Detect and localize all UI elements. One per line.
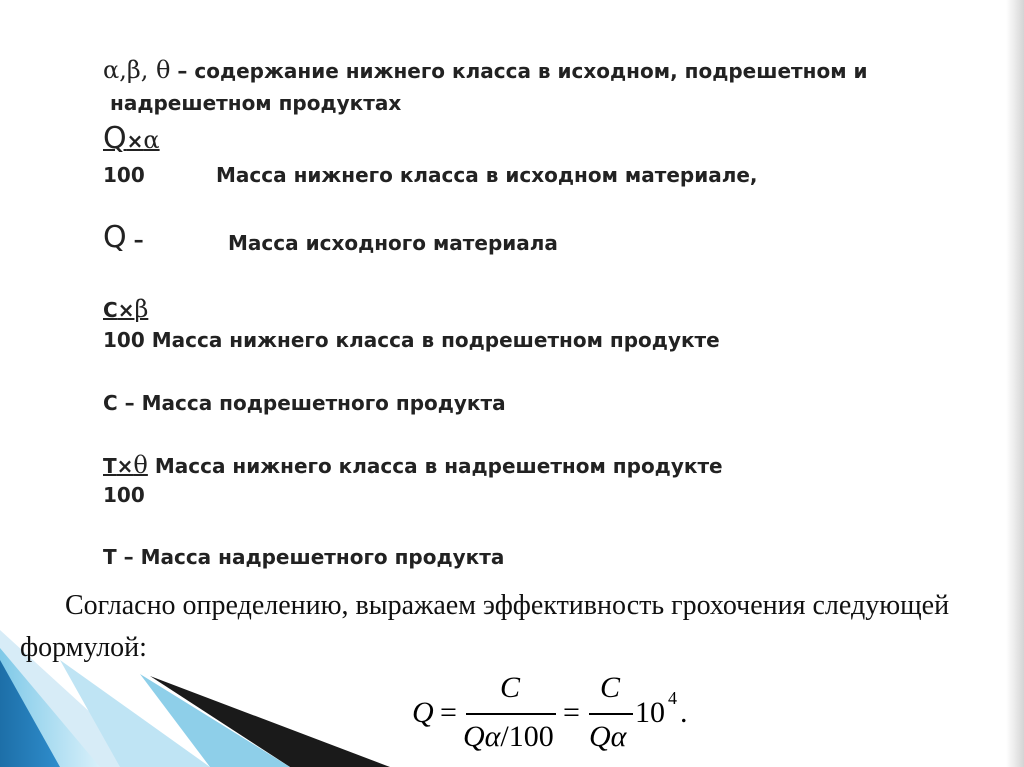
denominator-number: 100 [508, 720, 554, 753]
times-sign: × [117, 298, 135, 322]
fraction1-bar [466, 713, 556, 715]
sentence-line-1: Согласно определению, выражаем эффективность грохочения следующей [65, 590, 950, 621]
q-label: Q [103, 220, 127, 255]
denominator-100-a: 100 [103, 163, 145, 187]
beta-symbol: β [134, 295, 149, 323]
formula-lhs: Q [412, 696, 434, 729]
t-symbol: T [103, 454, 117, 478]
q-dash: – [133, 228, 144, 252]
fraction1-numerator: C [500, 671, 521, 704]
denominator-var: Qα [463, 720, 501, 753]
desc-c-beta: Масса нижнего класса в подрешетном продукте [151, 328, 720, 352]
q-symbol: Q [103, 121, 127, 156]
t-definition: T – Масса надрешетного продукта [103, 545, 505, 569]
fraction-c-beta [103, 297, 148, 322]
alpha-symbol: α [143, 126, 160, 154]
power-base: 10 [635, 696, 665, 729]
right-edge-bar [1006, 0, 1024, 767]
fraction-t-theta [103, 451, 148, 479]
c-symbol: C [103, 298, 118, 322]
fraction2-numerator: C [600, 671, 621, 704]
denominator-slash: / [500, 720, 509, 753]
fraction2-denominator: Qα [589, 720, 627, 753]
formula-equals-1: = [440, 696, 457, 729]
times-sign: × [126, 129, 144, 153]
desc-q: Масса исходного материала [228, 231, 558, 255]
greek-symbols: α,β, θ [103, 56, 171, 84]
c-definition: C – Масса подрешетного продукта [103, 391, 506, 415]
desc-t-theta: Масса нижнего класса в надрешетном продукте [154, 454, 723, 478]
times-sign: × [116, 454, 134, 478]
t-theta-line [103, 453, 723, 478]
q-line [103, 220, 144, 255]
denominator-100-c: 100 [103, 483, 145, 507]
fraction2-bar [589, 713, 633, 715]
c-beta-line [103, 328, 720, 352]
theta-symbol: θ [133, 451, 148, 479]
sentence-line-2: формулой: [20, 632, 147, 663]
fraction-q-alpha [103, 121, 160, 156]
formula-period: . [680, 696, 688, 729]
definitions-text: – содержание нижнего класса в исходном, подрешетном и [177, 59, 868, 83]
denominator-100-b: 100 [103, 328, 145, 352]
definitions-line-2: надрешетном продуктах [110, 91, 402, 115]
power-exponent: 4 [668, 688, 677, 708]
definitions-line [103, 58, 868, 83]
formula-equals-2: = [563, 696, 580, 729]
desc-q-alpha: Масса нижнего класса в исходном материале, [216, 163, 758, 187]
fraction1-denominator [463, 720, 554, 754]
